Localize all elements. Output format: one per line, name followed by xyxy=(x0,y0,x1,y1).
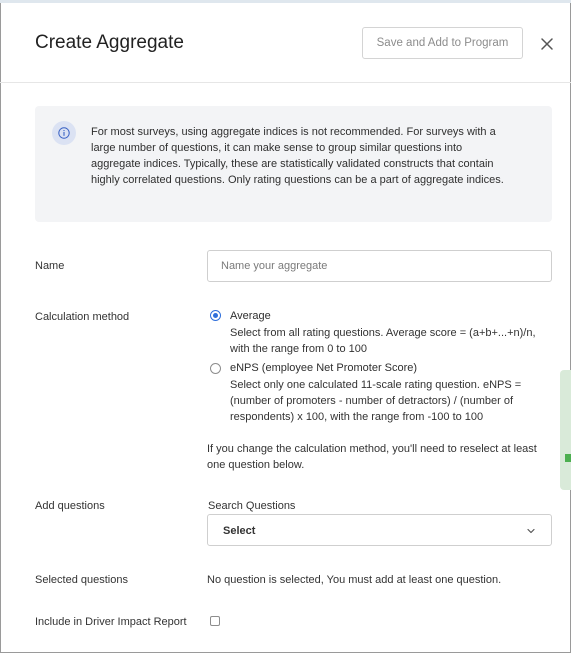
close-icon[interactable] xyxy=(536,33,558,55)
selected-questions-label: Selected questions xyxy=(35,574,128,586)
enps-option-title: eNPS (employee Net Promoter Score) xyxy=(230,362,418,374)
scroll-indicator xyxy=(565,454,571,462)
name-input[interactable] xyxy=(207,250,552,282)
search-questions-label: Search Questions xyxy=(208,500,296,512)
dialog-title: Create Aggregate xyxy=(35,32,184,53)
question-select[interactable] xyxy=(207,514,552,546)
add-questions-label: Add questions xyxy=(35,500,105,512)
enps-radio[interactable] xyxy=(210,363,221,374)
driver-impact-label: Include in Driver Impact Report xyxy=(35,616,187,628)
select-value: Select xyxy=(223,525,256,537)
info-icon xyxy=(52,121,76,145)
scrollbar[interactable] xyxy=(560,370,571,490)
calculation-note: If you change the calculation method, you'll need to reselect at least one question below. xyxy=(207,443,537,471)
dialog-header xyxy=(0,3,571,83)
chevron-down-icon xyxy=(525,525,537,537)
notice-text: For most surveys, using aggregate indices is not recommended. For surveys with a large number of questions, it can make sense to group similar questions into aggregate indices. Typically, these are statistically validated constructs that contain highly correlated questions. Only rating questions can be a part of aggregate indices. xyxy=(91,126,504,186)
average-option-title: Average xyxy=(230,310,271,322)
average-radio[interactable] xyxy=(210,310,221,321)
driver-impact-checkbox[interactable] xyxy=(210,616,220,626)
save-and-add-button[interactable]: Save and Add to Program xyxy=(362,27,523,59)
selected-questions-message: No question is selected, You must add at least one question. xyxy=(207,574,502,586)
calculation-method-label: Calculation method xyxy=(35,311,130,323)
enps-option-description: Select only one calculated 11-scale rating question. eNPS = (number of promoters - number of detractors) / (number of respondents) x 100, with the range from -100 to 100 xyxy=(230,379,522,423)
average-option-description: Select from all rating questions. Average score = (a+b+...+n)/n, with the range from 0 to 100 xyxy=(230,327,536,355)
name-label: Name xyxy=(35,260,65,272)
